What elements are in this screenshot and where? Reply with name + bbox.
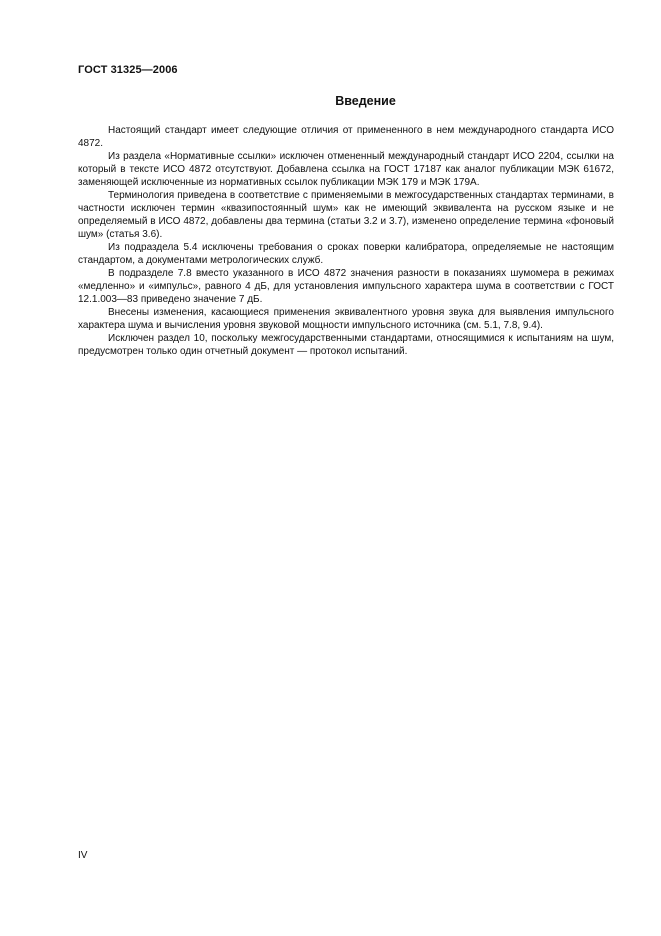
paragraph: Из подраздела 5.4 исключены требования о сроках поверки калибратора, определяемые не настоящим стандартом, а документами метрологических служб. (78, 242, 614, 266)
paragraph: Терминология приведена в соответствие с применяемыми в межгосударственных стандартах терминами, в частности исключен термин «квазипостоянный шум» как не имеющий эквивалента на русском языке и не определяемый в ИСО 4872, добавлены два термина (статьи 3.2 и 3.7), изменено определение термина «фоновый шум» (статья 3.6). (78, 190, 614, 240)
paragraph: Внесены изменения, касающиеся применения эквивалентного уровня звука для выявления импульсного характера шума и вычисления уровня звуковой мощности импульсного источника (см. 5.1, 7.8, 9.4). (78, 307, 614, 331)
paragraph: Настоящий стандарт имеет следующие отличия от примененного в нем международного стандарта ИСО 4872. (78, 125, 614, 149)
paragraph: В подразделе 7.8 вместо указанного в ИСО 4872 значения разности в показаниях шумомера в режимах «медленно» и «импульс», равного 4 дБ, для установления импульсного характера шума в соответствии с ГОСТ 12.1.003—83 приведено значение 7 дБ. (78, 268, 614, 305)
introduction-body (78, 124, 614, 358)
page-number: IV (78, 850, 88, 861)
document-id: ГОСТ 31325—2006 (78, 64, 178, 76)
paragraph: Исключен раздел 10, поскольку межгосударственными стандартами, относящимися к испытаниям на шум, предусмотрен только один отчетный документ — протокол испытаний. (78, 333, 614, 357)
paragraph: Из раздела «Нормативные ссылки» исключен отмененный международный стандарт ИСО 2204, ссылки на который в тексте ИСО 4872 отсутствуют. Добавлена ссылка на ГОСТ 17187 как аналог публикации МЭК 61672, заменяющей исключенные из нормативных ссылок публикации МЭК 179 и МЭК 179А. (78, 151, 614, 188)
section-title: Введение (335, 94, 396, 108)
